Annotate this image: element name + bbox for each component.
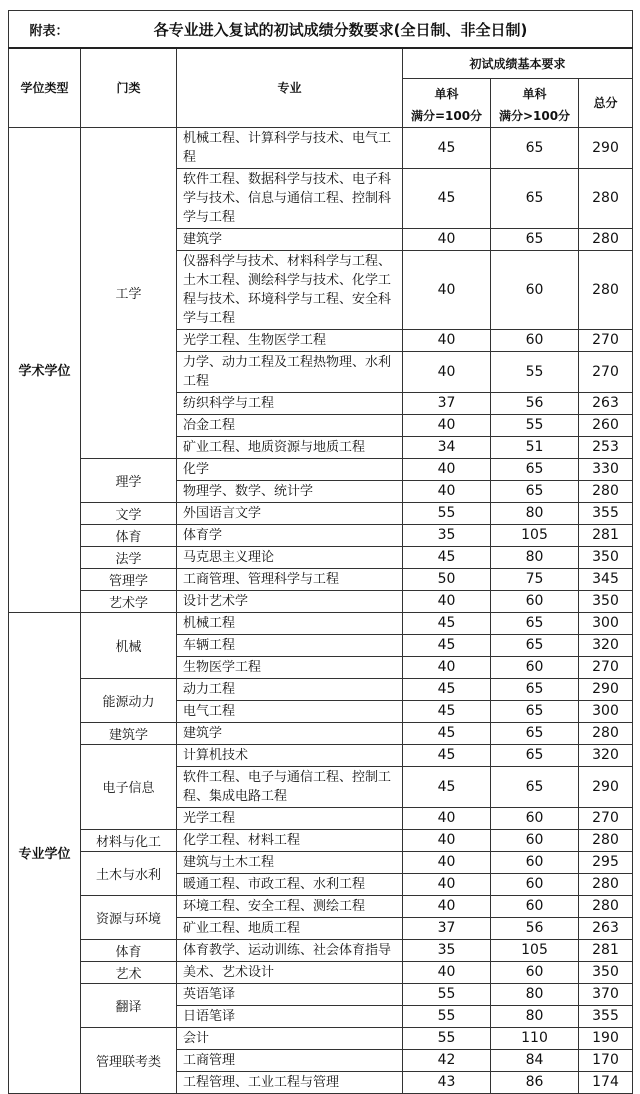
single-subject-gt100-cell: 86 [491, 1071, 579, 1093]
total-score-cell: 370 [579, 983, 633, 1005]
single-subject-100-cell: 40 [403, 656, 491, 678]
single-subject-100-cell: 40 [403, 851, 491, 873]
category-cell: 理学 [81, 458, 177, 502]
major-cell: 日语笔译 [177, 1005, 403, 1027]
total-score-cell: 355 [579, 1005, 633, 1027]
single-subject-100-cell: 45 [403, 744, 491, 766]
major-cell: 化学 [177, 458, 403, 480]
major-cell: 设计艺术学 [177, 590, 403, 612]
table-row [9, 829, 633, 851]
single-subject-gt100-cell: 60 [491, 590, 579, 612]
total-score-cell: 263 [579, 392, 633, 414]
single-subject-100-cell: 45 [403, 612, 491, 634]
table-row [9, 502, 633, 524]
category-cell: 体育 [81, 939, 177, 961]
degree-type-header: 学位类型 [9, 48, 81, 127]
table-row [9, 568, 633, 590]
major-cell: 动力工程 [177, 678, 403, 700]
total-score-cell: 260 [579, 414, 633, 436]
single-subject-100-cell: 45 [403, 722, 491, 744]
category-cell: 文学 [81, 502, 177, 524]
category-cell: 建筑学 [81, 722, 177, 744]
single-subject-gt100-header [491, 78, 579, 127]
single-subject-100-cell: 43 [403, 1071, 491, 1093]
table-row [9, 851, 633, 873]
total-score-cell: 253 [579, 436, 633, 458]
major-cell: 冶金工程 [177, 414, 403, 436]
major-cell: 软件工程、电子与通信工程、控制工程、集成电路工程 [177, 766, 403, 807]
single-subject-gt100-cell: 65 [491, 634, 579, 656]
single-subject-100-cell: 45 [403, 546, 491, 568]
single-subject-gt100-cell: 80 [491, 1005, 579, 1027]
total-score-cell: 281 [579, 939, 633, 961]
total-score-cell: 280 [579, 168, 633, 228]
category-cell: 土木与水利 [81, 851, 177, 895]
total-score-cell: 170 [579, 1049, 633, 1071]
total-score-cell: 270 [579, 656, 633, 678]
total-score-cell: 290 [579, 678, 633, 700]
single-subject-100-cell: 45 [403, 678, 491, 700]
single-subject-100-label: 单科 [434, 86, 459, 101]
category-cell: 管理联考类 [81, 1027, 177, 1093]
total-score-cell: 280 [579, 829, 633, 851]
total-score-cell: 174 [579, 1071, 633, 1093]
single-subject-gt100-cell: 65 [491, 228, 579, 250]
total-score-cell: 355 [579, 502, 633, 524]
major-cell: 化学工程、材料工程 [177, 829, 403, 851]
single-subject-gt100-cell: 65 [491, 127, 579, 168]
major-cell: 会计 [177, 1027, 403, 1049]
major-cell: 电气工程 [177, 700, 403, 722]
major-cell: 机械工程 [177, 612, 403, 634]
total-score-cell: 320 [579, 634, 633, 656]
single-subject-gt100-cell: 110 [491, 1027, 579, 1049]
total-score-cell: 300 [579, 612, 633, 634]
single-subject-100-cell: 45 [403, 766, 491, 807]
single-subject-100-cell: 55 [403, 502, 491, 524]
single-subject-gt100-cell: 65 [491, 612, 579, 634]
single-subject-100-cell: 45 [403, 127, 491, 168]
total-score-cell: 270 [579, 807, 633, 829]
single-subject-gt100-cell: 60 [491, 851, 579, 873]
total-score-cell: 270 [579, 351, 633, 392]
major-cell: 纺织科学与工程 [177, 392, 403, 414]
single-subject-gt100-cell: 75 [491, 568, 579, 590]
major-cell: 体育学 [177, 524, 403, 546]
single-subject-gt100-cell: 60 [491, 807, 579, 829]
major-cell: 机械工程、计算科学与技术、电气工程 [177, 127, 403, 168]
single-subject-gt100-cell: 60 [491, 329, 579, 351]
total-score-cell: 350 [579, 546, 633, 568]
major-cell: 矿业工程、地质工程 [177, 917, 403, 939]
major-cell: 建筑学 [177, 228, 403, 250]
single-subject-gt100-cell: 80 [491, 983, 579, 1005]
single-subject-100-cell: 37 [403, 392, 491, 414]
single-subject-gt100-cell: 60 [491, 656, 579, 678]
single-subject-100-cell: 40 [403, 895, 491, 917]
total-score-cell: 290 [579, 127, 633, 168]
major-cell: 计算机技术 [177, 744, 403, 766]
score-requirements-document [8, 10, 632, 1094]
single-subject-100-cell: 45 [403, 168, 491, 228]
category-cell: 翻译 [81, 983, 177, 1027]
total-score-cell: 281 [579, 524, 633, 546]
table-row [9, 127, 633, 168]
table-row [9, 939, 633, 961]
major-cell: 力学、动力工程及工程热物理、水利工程 [177, 351, 403, 392]
total-score-cell: 280 [579, 250, 633, 329]
single-subject-100-cell: 37 [403, 917, 491, 939]
total-score-cell: 330 [579, 458, 633, 480]
single-subject-gt100-label: 单科 [522, 86, 547, 101]
single-subject-gt100-cell: 65 [491, 722, 579, 744]
total-score-cell: 300 [579, 700, 633, 722]
single-subject-gt100-note: 满分>100分 [498, 108, 571, 123]
single-subject-gt100-cell: 65 [491, 766, 579, 807]
single-subject-100-cell: 40 [403, 351, 491, 392]
major-cell: 车辆工程 [177, 634, 403, 656]
category-cell: 工学 [81, 127, 177, 458]
single-subject-100-cell: 40 [403, 873, 491, 895]
major-cell: 美术、艺术设计 [177, 961, 403, 983]
single-subject-100-cell: 40 [403, 961, 491, 983]
major-cell: 生物医学工程 [177, 656, 403, 678]
single-subject-100-cell: 45 [403, 700, 491, 722]
category-cell: 法学 [81, 546, 177, 568]
table-row [9, 546, 633, 568]
major-cell: 体育教学、运动训练、社会体育指导 [177, 939, 403, 961]
single-subject-100-cell: 40 [403, 414, 491, 436]
document-header-row [9, 11, 633, 49]
single-subject-100-cell: 55 [403, 1005, 491, 1027]
single-subject-gt100-cell: 60 [491, 961, 579, 983]
score-table [8, 10, 633, 1094]
total-score-cell: 320 [579, 744, 633, 766]
table-row [9, 458, 633, 480]
degree-type-cell: 学术学位 [9, 127, 81, 612]
total-score-cell: 190 [579, 1027, 633, 1049]
single-subject-100-cell: 45 [403, 634, 491, 656]
table-row [9, 895, 633, 917]
requirement-header: 初试成绩基本要求 [403, 48, 633, 78]
category-cell: 艺术学 [81, 590, 177, 612]
major-cell: 光学工程、生物医学工程 [177, 329, 403, 351]
total-score-cell: 263 [579, 917, 633, 939]
single-subject-gt100-cell: 60 [491, 873, 579, 895]
table-row [9, 590, 633, 612]
total-score-cell: 280 [579, 873, 633, 895]
single-subject-100-cell: 40 [403, 228, 491, 250]
category-cell: 体育 [81, 524, 177, 546]
single-subject-100-cell: 35 [403, 939, 491, 961]
single-subject-gt100-cell: 65 [491, 744, 579, 766]
total-score-cell: 295 [579, 851, 633, 873]
single-subject-100-cell: 55 [403, 983, 491, 1005]
major-cell: 物理学、数学、统计学 [177, 480, 403, 502]
single-subject-100-cell: 55 [403, 1027, 491, 1049]
single-subject-gt100-cell: 65 [491, 458, 579, 480]
total-score-cell: 345 [579, 568, 633, 590]
single-subject-100-cell: 40 [403, 329, 491, 351]
table-row [9, 678, 633, 700]
major-cell: 工商管理 [177, 1049, 403, 1071]
major-cell: 建筑与土木工程 [177, 851, 403, 873]
column-header-row-1 [9, 48, 633, 78]
single-subject-100-cell: 42 [403, 1049, 491, 1071]
single-subject-gt100-cell: 60 [491, 829, 579, 851]
single-subject-gt100-cell: 51 [491, 436, 579, 458]
table-row [9, 744, 633, 766]
total-score-cell: 350 [579, 590, 633, 612]
category-cell: 管理学 [81, 568, 177, 590]
appendix-label: 附表： [29, 23, 69, 39]
total-score-cell: 280 [579, 722, 633, 744]
major-cell: 仪器科学与技术、材料科学与工程、土木工程、测绘科学与技术、化学工程与技术、环境科学与工程、安全科学与工程 [177, 250, 403, 329]
major-cell: 建筑学 [177, 722, 403, 744]
category-cell: 能源动力 [81, 678, 177, 722]
single-subject-gt100-cell: 55 [491, 351, 579, 392]
total-score-cell: 280 [579, 895, 633, 917]
single-subject-100-header [403, 78, 491, 127]
table-row [9, 983, 633, 1005]
major-cell: 矿业工程、地质资源与地质工程 [177, 436, 403, 458]
table-row [9, 961, 633, 983]
single-subject-gt100-cell: 80 [491, 546, 579, 568]
single-subject-100-cell: 50 [403, 568, 491, 590]
total-score-cell: 290 [579, 766, 633, 807]
single-subject-gt100-cell: 55 [491, 414, 579, 436]
major-cell: 英语笔译 [177, 983, 403, 1005]
category-cell: 机械 [81, 612, 177, 678]
degree-type-cell: 专业学位 [9, 612, 81, 1093]
total-score-cell: 280 [579, 480, 633, 502]
category-cell: 材料与化工 [81, 829, 177, 851]
single-subject-gt100-cell: 60 [491, 895, 579, 917]
single-subject-gt100-cell: 65 [491, 480, 579, 502]
category-cell: 资源与环境 [81, 895, 177, 939]
single-subject-gt100-cell: 60 [491, 250, 579, 329]
single-subject-gt100-cell: 105 [491, 524, 579, 546]
single-subject-gt100-cell: 56 [491, 392, 579, 414]
category-cell: 电子信息 [81, 744, 177, 829]
document-header [9, 11, 633, 49]
major-cell: 软件工程、数据科学与技术、电子科学与技术、信息与通信工程、控制科学与工程 [177, 168, 403, 228]
table-row [9, 1027, 633, 1049]
single-subject-100-cell: 40 [403, 480, 491, 502]
single-subject-gt100-cell: 56 [491, 917, 579, 939]
total-score-cell: 280 [579, 228, 633, 250]
single-subject-100-cell: 40 [403, 807, 491, 829]
table-row [9, 722, 633, 744]
single-subject-100-note: 满分=100分 [410, 108, 483, 123]
table-row [9, 524, 633, 546]
category-header: 门类 [81, 48, 177, 127]
document-title: 各专业进入复试的初试成绩分数要求(全日制、非全日制) [153, 20, 528, 39]
single-subject-gt100-cell: 65 [491, 700, 579, 722]
single-subject-100-cell: 40 [403, 829, 491, 851]
total-score-header: 总分 [579, 78, 633, 127]
major-cell: 工商管理、管理科学与工程 [177, 568, 403, 590]
total-score-cell: 350 [579, 961, 633, 983]
major-cell: 工程管理、工业工程与管理 [177, 1071, 403, 1093]
single-subject-100-cell: 35 [403, 524, 491, 546]
major-cell: 环境工程、安全工程、测绘工程 [177, 895, 403, 917]
single-subject-gt100-cell: 84 [491, 1049, 579, 1071]
single-subject-gt100-cell: 65 [491, 678, 579, 700]
major-header: 专业 [177, 48, 403, 127]
total-score-cell: 270 [579, 329, 633, 351]
single-subject-gt100-cell: 80 [491, 502, 579, 524]
major-cell: 光学工程 [177, 807, 403, 829]
table-row [9, 612, 633, 634]
single-subject-gt100-cell: 65 [491, 168, 579, 228]
category-cell: 艺术 [81, 961, 177, 983]
single-subject-100-cell: 34 [403, 436, 491, 458]
major-cell: 马克思主义理论 [177, 546, 403, 568]
major-cell: 外国语言文学 [177, 502, 403, 524]
single-subject-100-cell: 40 [403, 590, 491, 612]
single-subject-100-cell: 40 [403, 250, 491, 329]
single-subject-100-cell: 40 [403, 458, 491, 480]
major-cell: 暖通工程、市政工程、水利工程 [177, 873, 403, 895]
single-subject-gt100-cell: 105 [491, 939, 579, 961]
